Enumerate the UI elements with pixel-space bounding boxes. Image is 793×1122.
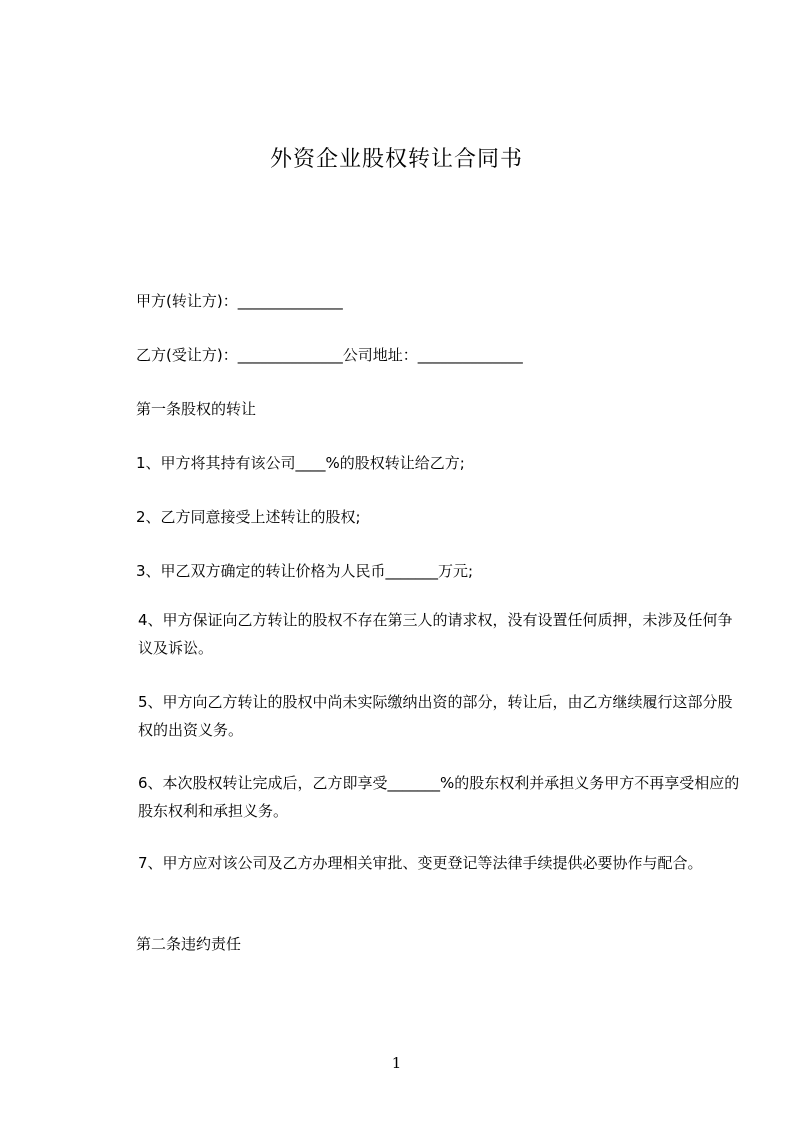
document-title: 外资企业股权转让合同书 [269, 147, 523, 172]
party-b-line: 乙方(受让方)：______________公司地址：______________ [136, 346, 523, 364]
clause-3: 3、甲乙双方确定的转让价格为人民币_______万元; [136, 562, 474, 580]
article2-heading: 第二条违约责任 [136, 935, 242, 953]
clause-5: 5、甲方向乙方转让的股权中尚未实际缴纳出资的部分，转让后，由乙方继续履行这部分股权的出资义务。 [138, 693, 733, 739]
clause-4: 4、甲方保证向乙方转让的股权不存在第三人的请求权，没有设置任何质押，未涉及任何争议及诉讼。 [138, 611, 733, 657]
clause-6: 6、本次股权转让完成后，乙方即享受_______%的股东权利并承担义务甲方不再享受相应的股东权利和承担义务。 [138, 774, 740, 820]
party-a-line: 甲方(转让方)：______________ [136, 292, 343, 310]
article1-heading: 第一条股权的转让 [136, 400, 257, 418]
clause-1: 1、甲方将其持有该公司____%的股权转让给乙方; [136, 454, 465, 472]
page-number: 1 [391, 1054, 402, 1072]
clause-7: 7、甲方应对该公司及乙方办理相关审批、变更登记等法律手续提供必要协作与配合。 [138, 854, 703, 872]
clause-2: 2、乙方同意接受上述转让的股权; [136, 508, 361, 526]
